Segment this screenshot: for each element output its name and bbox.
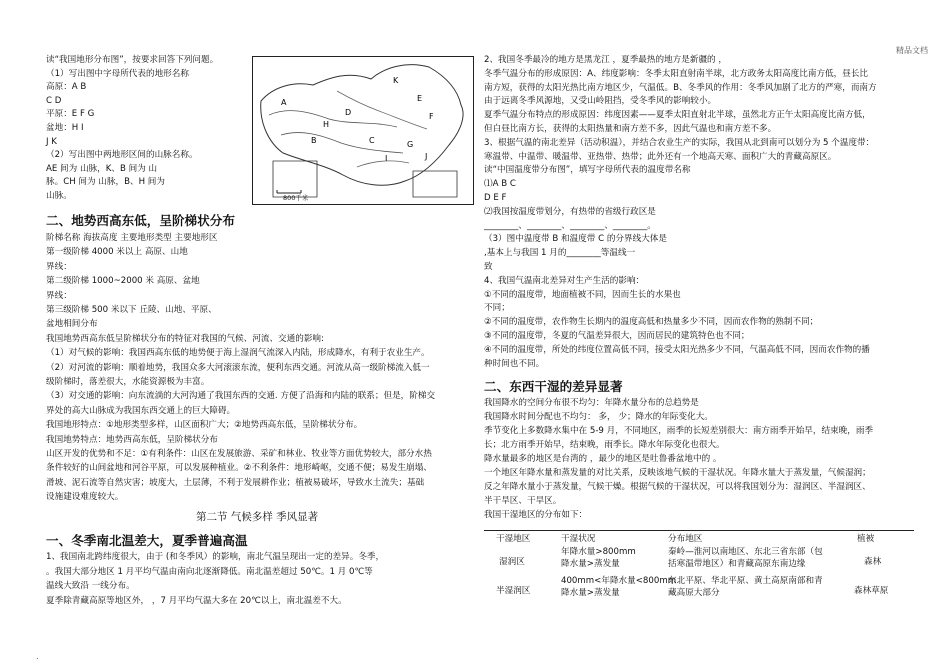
text-line: 读“中国温度带分布图”，填写字母所代表的温度带名称 <box>484 165 691 176</box>
table-row-condition-line: 降水量>蒸发量 <box>561 588 620 598</box>
text-line: 读“我国地形分布图”，按要求回答下列问题。 <box>46 55 219 65</box>
text-line: 第三级阶梯 500 米以下 丘陵、山地、平原、 <box>46 305 217 315</box>
text-line: 山区开发的优势和不足：①有利条件：山区在发展旅游、采矿和林业、牧业等方面优势较大，部分水热 <box>46 449 432 459</box>
text-line: 条件较好的山间盆地和河谷平原，可以发展种植业。②不利条件：地形崎岖，交通不便；易发生崩塌、 <box>46 463 432 474</box>
footer-mark: . <box>36 652 39 661</box>
text-line: 1、我国南北跨纬度很大，由于 (和冬季风）的影响，南北气温呈现出一定的差异。冬季， <box>46 552 385 562</box>
text-line: ④不同的温度带，所处的纬度位置高低不同，接受太阳光热多少不同，气温高低不同，因而农作物的播 <box>484 344 870 355</box>
text-line: 南方短，获得的太阳光热比南方地区少，气温低。B、冬季风的作用：冬季风加剧了北方的严寒，而南方 <box>484 82 877 93</box>
chapter-title: 第二节 气候多样 季风显著 <box>196 511 319 523</box>
table-row-distribution-line: 藏高原大部分 <box>668 588 720 598</box>
section-title-dryness: 二、东西干湿的差异显著 <box>484 379 623 394</box>
text-line: 半干旱区、干旱区。 <box>484 496 562 506</box>
text-line: 夏季除青藏高原等地区外， ，7 月平均气温大多在 20℃以上，南北温差不大。 <box>46 595 347 606</box>
map-label-i: I <box>385 154 388 163</box>
text-line: 冬季气温分布的形成原因：A、纬度影响：冬季太阳直射南半球，北方政务太阳高度比南方低，昼长比 <box>484 68 869 79</box>
table-row-condition-line: 降水量>蒸发量 <box>561 559 620 569</box>
text-line: 我国降水的空间分布很不均匀：年降水量分布的总趋势是 <box>484 398 699 408</box>
section-title-terrain: 二、地势西高东低，呈阶梯状分布 <box>46 213 235 228</box>
text-line: 高原：A B <box>46 82 87 93</box>
text-line: AE 间为 山脉，K、B 间为 山 <box>46 163 158 174</box>
text-line: 山脉。 <box>46 191 72 201</box>
map-label-e: E <box>417 94 423 103</box>
map-label-j: J <box>425 152 428 161</box>
text-line: 我国干湿地区的分布如下： <box>484 510 588 520</box>
text-line: （2）写出图中两地形区间的山脉名称。 <box>46 150 198 161</box>
text-line: （1）写出图中字母所代表的地形名称 <box>46 68 189 79</box>
text-line: ⑵我国按温度带划分，有热带的省级行政区是 <box>484 206 656 217</box>
text-line: （2）对河流的影响：顺着地势，我国众多大河滚滚东流，便利东西交通。河流从高一级阶梯流入低一 <box>46 362 430 373</box>
text-line: ⑴A B C <box>484 179 516 190</box>
text-line: 平原：E F G <box>46 109 95 120</box>
text-line: 2、我国冬季最冷的地方是黑龙江 ，夏季最热的地方是新疆的 ， <box>484 55 727 65</box>
text-line: 设施建设难度较大。 <box>46 492 124 503</box>
text-line: 降水量最多的地区是台湾的 ，最少的地区是吐鲁番盆地中的 。 <box>484 454 722 464</box>
text-line: 盆地：H I <box>46 123 84 133</box>
terrain-map <box>252 56 474 205</box>
text-line: 第二级阶梯 1000~2000 米 高原、盆地 <box>46 276 200 287</box>
map-label-f: F <box>429 112 434 121</box>
text-line: D E F <box>484 193 507 203</box>
text-line: 。我国大部分地区 1 月平均气温由南向北逐渐降低。南北温差超过 50℃。1 月 0℃等 <box>46 566 373 577</box>
table-header-condition: 干湿状况 <box>561 534 596 544</box>
text-line: 盆地相间分布 <box>46 319 98 330</box>
text-line: 长；北方雨季开始早，结束晚，雨季长。降水年际变化也很大。 <box>484 440 725 450</box>
text-line: 由于远离冬季风源地，又受山岭阻挡，受冬季风的影响较小。 <box>484 96 717 107</box>
map-scale-label: 800千米 <box>283 194 309 202</box>
text-line: （3）对交通的影响：向东流淌的大河沟通了我国东西的交通. 方便了沿海和内陆的联系；但是，阶梯交 <box>46 391 436 402</box>
text-line: 我国地势西高东低呈阶梯状分布的特征对我国的气候、河流、交通的影响: <box>46 333 324 344</box>
table-top-rule <box>484 530 914 531</box>
table-header-vegetation: 植被 <box>857 534 875 544</box>
text-line: 界线： <box>46 261 72 272</box>
text-line: 界线： <box>46 290 72 301</box>
map-label-k: K <box>393 76 399 85</box>
table-row-vegetation: 森林 <box>864 557 882 567</box>
table-row-distribution-line: 秦岭—淮河以南地区、东北三省东部（包 <box>668 547 823 557</box>
text-line: ,基本上与我国 1 月的________等温线一 <box>484 248 636 259</box>
text-line: 种时间也不同。 <box>484 358 545 369</box>
text-line: 脉。CH 间为 山脉，B、H 间为 <box>46 177 165 188</box>
table-row-region: 半湿润区 <box>496 586 531 596</box>
table-row-condition-line: 年降水量>800mm <box>561 547 636 557</box>
text-line: ①不同的温度带，地面植被不同，因而生长的水果也 <box>484 289 681 300</box>
map-label-h: H <box>323 120 330 129</box>
text-line: 我国地势特点：地势西高东低，呈阶梯状分布 <box>46 434 218 445</box>
text-line: 滑坡、泥石流等自然灾害；坡度大，土层薄，不利于发展耕作业；植被易破坏，导致水土流失；基础 <box>46 477 425 488</box>
text-line: 我国地形特点：①地形类型多样，山区面积广大；②地势西高东低，呈阶梯状分布。 <box>46 420 363 431</box>
map-label-c: C <box>369 136 375 145</box>
text-line: 3、根据气温的南北差异（活动积温），并结合农业生产的实际，我国从北到南可以划分为 5 个温度带： <box>484 137 875 148</box>
table-row-condition-line: 400mm<年降水量<800mm <box>561 576 677 586</box>
text-line: 寒温带、中温带、暖温带、亚热带、热带；此外还有一个地高天寒、面积广大的青藏高原区。 <box>484 151 837 162</box>
text-line: ________、________、________、________。 <box>484 220 656 231</box>
text-line: 致 <box>484 262 493 272</box>
text-line: 但白昼比南方长，获得的太阳热量和南方差不多，因此气温也和南方差不多。 <box>484 124 777 134</box>
text-line: C D <box>46 95 62 106</box>
table-header-region: 干湿地区 <box>496 534 531 544</box>
text-line: 一个地区年降水量和蒸发量的对比关系，反映该地气候的干湿状况。年降水量大于蒸发量，气候湿润； <box>484 468 871 478</box>
map-label-a: A <box>281 98 287 107</box>
text-line: 级阶梯时，落差很大，水能资源极为丰富。 <box>46 377 210 387</box>
text-line: 我国降水时间分配也不均匀： 多， 少；降水的年际变化大。 <box>484 412 713 422</box>
text-line: ③不同的温度带，冬夏的气温差异很大，因而居民的建筑特色也不同； <box>484 331 750 341</box>
table-header-distribution: 分布地区 <box>668 534 703 544</box>
text-line: ②不同的温度带，农作物生长期内的温度高低和热量多少不同，因而农作物的熟制不同； <box>484 317 819 328</box>
text-line: 阶梯名称 海拔高度 主要地形类型 主要地形区 <box>46 233 218 243</box>
text-line: 温线大致沿 一线分布。 <box>46 581 135 592</box>
terrain-map-drawing <box>253 57 473 204</box>
text-line: （1）对气候的影响：我国西高东低的地势便于海上湿润气流深入内陆，形成降水，有利于农业生产。 <box>46 348 430 359</box>
text-line: 不同； <box>484 303 510 314</box>
map-label-d: D <box>345 108 352 117</box>
table-row-distribution-line: 东北平原、华北平原、黄土高原南部和青 <box>668 576 823 586</box>
text-line: 界处的高大山脉成为我国东西交通上的巨大障碍。 <box>46 405 236 416</box>
text-line: 反之年降水量小于蒸发量，气候干燥。根据气候的干湿状况，可以将我国划分为：湿润区、半湿润区、 <box>484 482 871 492</box>
table-row-distribution-line: 括寒温带地区）和青藏高原东南边缘 <box>668 559 806 569</box>
text-line: 第一级阶梯 4000 米以上 高原、山地 <box>46 247 188 258</box>
text-line: 4、我国气温南北差异对生产生活的影响： <box>484 275 645 286</box>
section-title-temperature: 一、冬季南北温差大，夏季普遍高温 <box>46 533 248 548</box>
table-row-vegetation: 森林草原 <box>854 586 889 596</box>
text-line: （3）图中温度带 B 和温度带 C 的分界线大体是 <box>484 234 667 245</box>
map-label-b: B <box>311 136 317 145</box>
map-label-g: G <box>407 140 414 149</box>
watermark: 精品文档 <box>896 46 928 55</box>
text-line: J K <box>46 136 57 147</box>
text-line: 夏季气温分布特点的形成原因：纬度因素——夏季太阳直射北半球，虽然北方正午太阳高度比南方低， <box>484 110 871 121</box>
table-row-region: 湿润区 <box>499 557 525 567</box>
text-line: 季节变化上多数降水集中在 5-9 月，不同地区，雨季的长短差别很大：南方雨季开始早，结束晚，雨季 <box>484 426 874 436</box>
